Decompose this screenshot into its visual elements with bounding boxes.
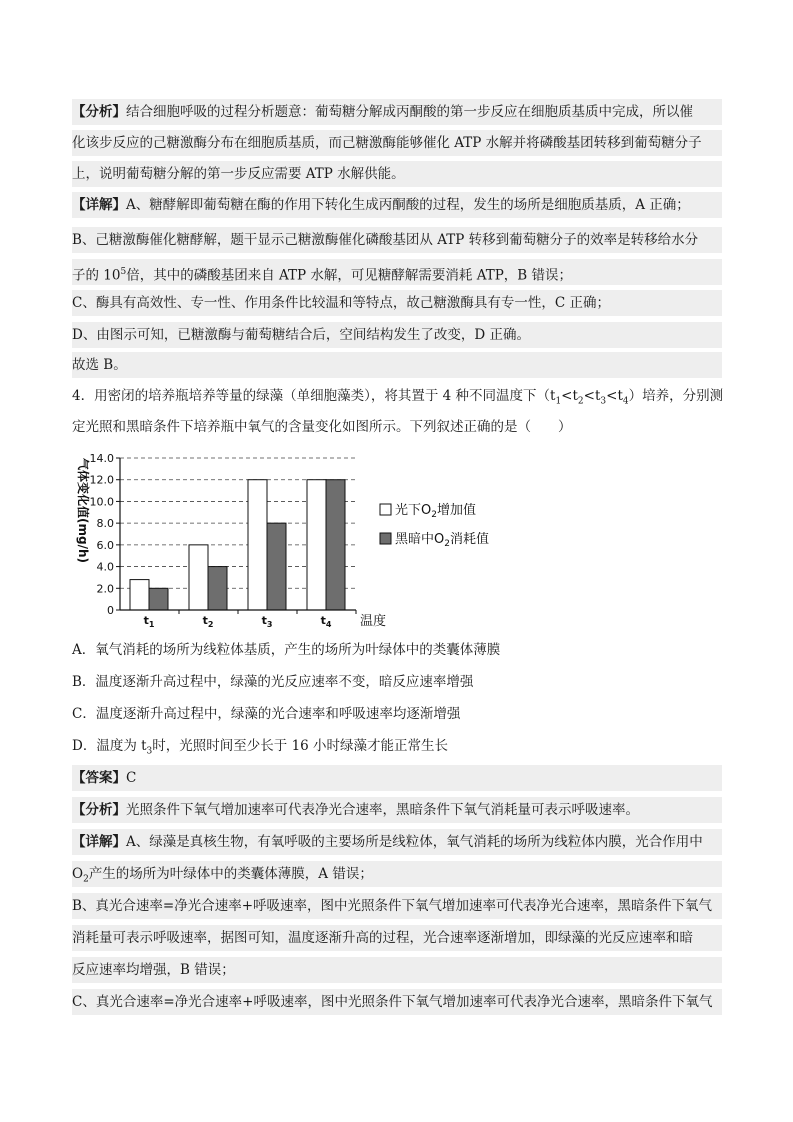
question-stem-line-1: 4．用密闭的培养瓶培养等量的绿藻（单细胞藻类），将其置于 4 种不同温度下$(t_1<t_2<t_3<t_4)$培养，分别测 [72,388,724,407]
answer-line: 【答案】C [72,765,722,791]
bar-t4-series-1 [307,480,326,610]
legend-label-1: 光下$O_2$增加值 [395,503,476,520]
bar-t2-series-2 [208,567,227,610]
chart-legend [380,502,489,549]
y-tick-labels [90,452,115,617]
legend-swatch-2 [380,533,391,544]
analysis-line-2: 化该步反应的己糖激酶分布在细胞质基质，而己糖激酶能够催化 ATP 水解并将磷酸基团转移到葡萄糖分子 [72,130,722,156]
detail-2-line-4: 消耗量可表示呼吸速率，据图可知，温度逐渐升高的过程，光合速率逐渐增加，即绿藻的光反应速率和暗 [72,925,722,951]
y-axis-label: 气体变化值(mg/h) [76,458,90,563]
option-d: D．温度为 $t_3$时，光照时间至少长于 16 小时绿藻才能正常生长 [72,738,449,757]
analysis-line-1: 【分析】结合细胞呼吸的过程分析题意：葡萄糖分解成丙酮酸的第一步反应在细胞质基质中完成，所以催 [72,99,722,125]
detail-2-line-5: 反应速率均增强，B 错误； [72,957,722,983]
detail-2-line-1: 【详解】A、绿藻是真核生物，有氧呼吸的主要场所是线粒体，氧气消耗的场所为线粒体内膜，光合作用中 [72,829,722,855]
legend-label-2: 黑暗中$O_2$消耗值 [395,532,489,549]
y-tick-label: 4.0 [96,560,114,574]
x-tick-label: $t_4$ [320,614,332,629]
analysis-2-line: 【分析】光照条件下氧气增加速率可代表净光合速率，黑暗条件下氧气消耗量可表示呼吸速率。 [72,797,722,823]
bar-t2-series-1 [189,545,208,610]
x-tick-label: $t_2$ [202,614,214,629]
bar-t1-series-2 [149,588,168,610]
bar-t3-series-1 [248,480,267,610]
y-tick-label: 14.0 [89,452,114,465]
y-tick-label: 0 [107,604,114,617]
x-axis-label: 温度 [360,614,387,629]
option-c: C．温度逐渐升高过程中，绿藻的光合速率和呼吸速率均逐渐增强 [72,706,461,722]
bar-t1-series-1 [130,580,149,610]
oxygen-bar-chart [72,447,489,637]
detail-line-2: B、己糖激酶催化糖酵解，题干显示己糖激酶催化磷酸基团从 ATP 转移到葡萄糖分子的效率是转移给水分 [72,227,722,253]
bar-t4-series-2 [326,480,345,610]
y-tick-label: 6.0 [96,538,114,552]
x-tick-label: $t_3$ [261,614,273,629]
y-tick-label: 10.0 [89,495,114,509]
detail-line-5: D、由图示可知，已糖激酶与葡萄糖结合后，空间结构发生了改变，D 正确。 [72,322,722,348]
x-tick-label: $t_1$ [143,614,155,629]
option-a: A．氧气消耗的场所为线粒体基质，产生的场所为叶绿体中的类囊体薄膜 [72,642,501,658]
detail-2-line-3: B、真光合速率=净光合速率+呼吸速率，图中光照条件下氧气增加速率可代表净光合速率，黑暗条件下氧气 [72,893,722,919]
question-stem-line-2: 定光照和黑暗条件下培养瓶中氧气的含量变化如图所示。下列叙述正确的是（ ） [72,419,572,435]
detail-2-line-6: C、真光合速率=净光合速率+呼吸速率，图中光照条件下氧气增加速率可代表净光合速率，黑暗条件下氧气 [72,989,722,1015]
analysis-line-3: 上，说明葡萄糖分解的第一步反应需要 ATP 水解供能。 [72,161,722,187]
answer-choice-line: 故选 B。 [72,352,722,378]
x-tick-labels [144,614,332,629]
y-tick-label: 12.0 [89,473,114,487]
y-tick-label: 2.0 [96,582,114,596]
option-b: B．温度逐渐升高过程中，绿藻的光反应速率不变，暗反应速率增强 [72,674,474,690]
detail-line-1: 【详解】A、糖酵解即葡萄糖在酶的作用下转化生成丙酮酸的过程，发生的场所是细胞质基质，A 正确； [72,192,722,218]
bar-t3-series-2 [267,523,286,610]
detail-2-line-2: $O_2$产生的场所为叶绿体中的类囊体薄膜，A 错误； [72,861,722,887]
y-tick-label: 8.0 [96,517,114,531]
detail-line-4: C、酶具有高效性、专一性、作用条件比较温和等特点，故己糖激酶具有专一性，C 正确； [72,290,722,316]
legend-swatch-1 [380,504,391,515]
detail-line-3: 子的 $10^5$倍，其中的磷酸基团来自 ATP 水解，可见糖酵解需要消耗 ATP，B 错误； [72,259,722,285]
